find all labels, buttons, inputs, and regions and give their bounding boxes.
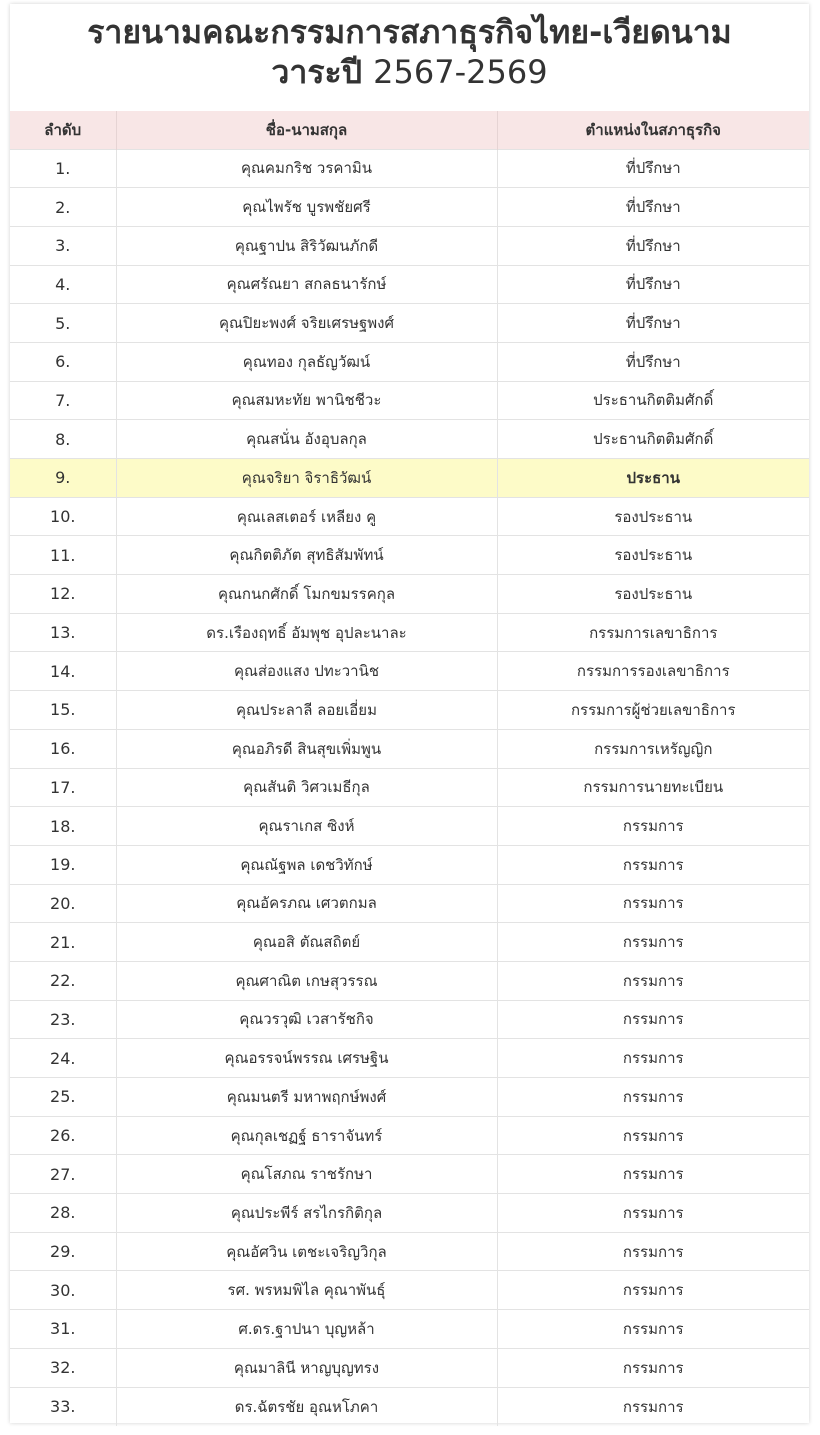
row-number: 30. [10,1271,116,1310]
member-position: ประธานกิตติมศักดิ์ [497,420,809,459]
row-number: 31. [10,1310,116,1349]
table-row [10,1000,809,1039]
member-position: รองประธาน [497,536,809,575]
member-position: ที่ปรึกษา [497,188,809,227]
member-name: คุณมาลินี หาญบุญทรง [116,1348,497,1387]
member-name: คุณคมกริช วรคามิน [116,149,497,188]
title-term-years: 2567-2569 [373,53,548,91]
row-number: 5. [10,304,116,343]
member-position: รองประธาน [497,497,809,536]
member-name: คุณกุลเชฏฐ์ ธาราจันทร์ [116,1116,497,1155]
member-position: ที่ปรึกษา [497,149,809,188]
table-row [10,1116,809,1155]
table-row [10,729,809,768]
table-header-row [10,111,809,149]
row-number: 13. [10,613,116,652]
title-line-1: รายนามคณะกรรมการสภาธุรกิจไทย-เวียดนาม [87,13,732,51]
member-name: คุณศรัณยา สกลธนารักษ์ [116,265,497,304]
table-row [10,420,809,459]
member-position: กรรมการ [497,1310,809,1349]
committee-table [10,111,809,1426]
row-number: 19. [10,845,116,884]
table-row [10,459,809,498]
row-number: 7. [10,381,116,420]
member-position: ที่ปรึกษา [497,226,809,265]
page-title [10,4,809,108]
member-name: คุณสันติ วิศวเมธีกุล [116,768,497,807]
member-position: กรรมการ [497,845,809,884]
row-number: 9. [10,459,116,498]
title-line-2 [10,52,809,92]
member-position: กรรมการ [497,884,809,923]
row-number: 11. [10,536,116,575]
row-number: 25. [10,1078,116,1117]
column-header-name: ชื่อ-นามสกุล [116,111,497,149]
member-position: กรรมการ [497,1155,809,1194]
row-number: 33. [10,1387,116,1426]
row-number: 18. [10,807,116,846]
table-row [10,342,809,381]
table-row [10,381,809,420]
row-number: 8. [10,420,116,459]
member-name: คุณไพรัช บูรพชัยศรี [116,188,497,227]
row-number: 26. [10,1116,116,1155]
row-number: 14. [10,652,116,691]
table-row [10,188,809,227]
row-number: 29. [10,1232,116,1271]
table-row [10,1387,809,1426]
row-number: 10. [10,497,116,536]
member-position: กรรมการ [497,1387,809,1426]
row-number: 24. [10,1039,116,1078]
table-row [10,149,809,188]
member-name: คุณอัศวิน เตชะเจริญวิกุล [116,1232,497,1271]
row-number: 23. [10,1000,116,1039]
table-row [10,884,809,923]
member-name: คุณเลสเตอร์ เหลียง คู [116,497,497,536]
member-name: คุณทอง กุลธัญวัฒน์ [116,342,497,381]
member-position: กรรมการรองเลขาธิการ [497,652,809,691]
row-number: 22. [10,961,116,1000]
table-row [10,575,809,614]
member-position: กรรมการ [497,1194,809,1233]
row-number: 12. [10,575,116,614]
member-position: กรรมการ [497,1039,809,1078]
table-row [10,1155,809,1194]
row-number: 6. [10,342,116,381]
row-number: 20. [10,884,116,923]
member-position: กรรมการ [497,1116,809,1155]
member-name: คุณส่องแสง ปทะวานิช [116,652,497,691]
member-name: ศ.ดร.ฐาปนา บุญหล้า [116,1310,497,1349]
member-name: คุณสมหะทัย พานิชชีวะ [116,381,497,420]
row-number: 17. [10,768,116,807]
table-row [10,613,809,652]
row-number: 21. [10,923,116,962]
table-row [10,1232,809,1271]
table-row [10,807,809,846]
member-name: ดร.ฉัตรชัย อุณหโภคา [116,1387,497,1426]
member-name: คุณจริยา จิราธิวัฒน์ [116,459,497,498]
member-name: คุณวรวุฒิ เวสารัชกิจ [116,1000,497,1039]
row-number: 32. [10,1348,116,1387]
member-name: คุณกนกศักดิ์ โมกขมรรคกุล [116,575,497,614]
member-name: คุณมนตรี มหาพฤกษ์พงศ์ [116,1078,497,1117]
member-position: กรรมการนายทะเบียน [497,768,809,807]
table-row [10,923,809,962]
table-row [10,652,809,691]
member-name: คุณปิยะพงศ์ จริยเศรษฐพงศ์ [116,304,497,343]
member-position: กรรมการ [497,1232,809,1271]
member-position: กรรมการเหรัญญิก [497,729,809,768]
member-position: กรรมการ [497,1271,809,1310]
member-name: คุณประลาลี ลอยเอี่ยม [116,691,497,730]
table-row [10,1310,809,1349]
member-position: กรรมการ [497,807,809,846]
member-name: คุณณัฐพล เดชวิทักษ์ [116,845,497,884]
column-header-position: ตำแหน่งในสภาธุรกิจ [585,120,721,139]
title-term-label: วาระปี [271,53,363,91]
table-row [10,845,809,884]
member-position: รองประธาน [497,575,809,614]
row-number: 3. [10,226,116,265]
table-row [10,691,809,730]
member-position: ที่ปรึกษา [497,342,809,381]
table-row [10,304,809,343]
table-row [10,961,809,1000]
table-row [10,226,809,265]
table-row [10,1194,809,1233]
member-name: คุณศาณิต เกษสุวรรณ [116,961,497,1000]
member-name: คุณฐาปน สิริวัฒนภักดี [116,226,497,265]
table-row [10,1271,809,1310]
member-position: ที่ปรึกษา [497,304,809,343]
content-card [10,4,809,1423]
row-number: 4. [10,265,116,304]
member-name: คุณโสภณ ราชรักษา [116,1155,497,1194]
row-number: 16. [10,729,116,768]
member-name: ดร.เรืองฤทธิ์ อัมพุช อุปละนาละ [116,613,497,652]
member-name: คุณอภิรดี สินสุขเพิ่มพูน [116,729,497,768]
member-position: กรรมการ [497,961,809,1000]
table-row [10,497,809,536]
member-position: ที่ปรึกษา [497,265,809,304]
member-name: คุณสนั่น อังอุบลกุล [116,420,497,459]
column-header-no: ลำดับ [10,111,116,149]
member-name: คุณประพีร์ สรไกรกิติกุล [116,1194,497,1233]
table-row [10,265,809,304]
member-name: คุณอรรจน์พรรณ เศรษฐิน [116,1039,497,1078]
member-position: ประธานกิตติมศักดิ์ [497,381,809,420]
row-number: 28. [10,1194,116,1233]
table-row [10,1078,809,1117]
member-position: กรรมการ [497,1078,809,1117]
row-number: 27. [10,1155,116,1194]
member-name: คุณอสิ ตัณสถิตย์ [116,923,497,962]
member-position: กรรมการ [497,1000,809,1039]
member-position: กรรมการ [497,923,809,962]
member-name: คุณอัครภณ เศวตกมล [116,884,497,923]
table-body [10,149,809,1426]
table-row [10,1348,809,1387]
table-row [10,768,809,807]
table-row [10,1039,809,1078]
member-name: คุณราเกส ซิงห์ [116,807,497,846]
row-number: 2. [10,188,116,227]
table-row [10,536,809,575]
member-position: กรรมการเลขาธิการ [497,613,809,652]
member-position: กรรมการผู้ช่วยเลขาธิการ [497,691,809,730]
member-name: รศ. พรหมพิไล คุณาพันธุ์ [116,1271,497,1310]
member-position: กรรมการ [497,1348,809,1387]
row-number: 1. [10,149,116,188]
row-number: 15. [10,691,116,730]
member-position: ประธาน [497,459,809,498]
member-name: คุณกิตติภัต สุทธิสัมพัทน์ [116,536,497,575]
